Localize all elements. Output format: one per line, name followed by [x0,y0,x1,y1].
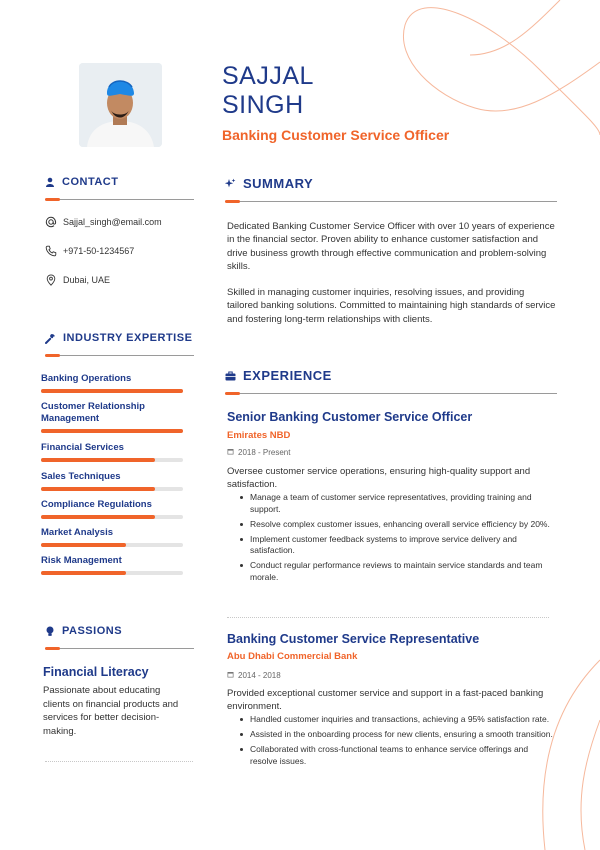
job-title: Senior Banking Customer Service Officer [227,410,473,424]
expertise-heading: INDUSTRY EXPERTISE [45,332,192,344]
experience-divider [225,393,557,394]
company-name: Emirates NBD [227,430,291,441]
skill-bar [41,429,183,433]
skill-level [41,458,155,462]
skill-label: Financial Services [41,442,124,453]
skill-bar [41,458,183,462]
job-dates: 2018 - Present [227,448,290,457]
list-item: Collaborated with cross-functional teams to enhance service offerings and resolve issues. [237,744,555,767]
list-item: Handled customer inquiries and transactions, achieving a 95% satisfaction rate. [237,714,555,726]
skill-level [41,543,126,547]
candidate-title: Banking Customer Service Officer [222,127,450,143]
list-item: Conduct regular performance reviews to maintain service standards and team morale. [237,560,555,583]
summary-divider [225,201,557,202]
job-dates: 2014 - 2018 [227,671,281,680]
skill-level [41,487,155,491]
skill-item [41,555,183,575]
company-name: Abu Dhabi Commercial Bank [227,651,358,662]
list-item: Implement customer feedback systems to improve service delivery and satisfaction. [237,534,555,557]
skill-label: Market Analysis [41,527,113,538]
calendar-icon [227,448,234,457]
phone-icon [45,245,57,257]
job-title: Banking Customer Service Representative [227,632,480,646]
job-bullets [237,714,555,771]
contact-divider [45,199,194,200]
job-description: Oversee customer service operations, ensuring high-quality support and satisfaction. [227,466,531,490]
skill-item [41,471,183,491]
lightbulb-icon [45,626,55,637]
passion-title: Financial Literacy [43,665,149,679]
candidate-name: SAJJAL SINGH [222,62,314,119]
skill-level [41,515,155,519]
list-item: Resolve complex customer issues, enhancing overall service efficiency by 20%. [237,519,555,531]
skill-level [41,389,183,393]
passions-heading: PASSIONS [45,625,122,637]
skill-label: Customer Relationship Management [41,401,145,424]
experience-heading: EXPERIENCE [225,368,332,383]
passion-description: Passionate about educating clients on financial products and services for better decision-making. [43,685,179,737]
passions-divider [45,648,194,649]
job-separator [227,617,549,618]
contact-phone[interactable]: +971-50-1234567 [45,245,134,257]
briefcase-icon [225,371,236,381]
skill-label: Banking Operations [41,373,132,384]
skill-label: Risk Management [41,555,122,566]
summary-heading: SUMMARY [225,176,313,191]
skill-bar [41,515,183,519]
list-item: Manage a team of customer service representatives, providing training and support. [237,492,555,515]
contact-email[interactable]: Sajjal_singh@email.com [45,216,162,228]
skill-level [41,429,183,433]
summary-paragraph: Skilled in managing customer inquiries, resolving issues, and providing tailored banking solutions. Committed to maintaining high standards of service and fostering long-term relationships with clients. [227,287,556,325]
skill-level [41,571,126,575]
contact-heading: CONTACT [45,176,118,188]
user-icon [45,177,55,187]
skill-label: Sales Techniques [41,471,121,482]
summary-paragraph: Dedicated Banking Customer Service Officer with over 10 years of experience in the financial sector. Proven ability to enhance customer satisfaction and drive business growth through effective communication and problem-solving skills. [227,221,555,273]
location-pin-icon [45,274,57,286]
at-icon [45,216,57,228]
passion-separator [45,761,193,762]
skill-bar [41,571,183,575]
calendar-icon [227,671,234,680]
skill-item [41,442,183,462]
skill-bar [41,543,183,547]
skill-label: Compliance Regulations [41,499,152,510]
skill-item [41,401,183,433]
job-description: Provided exceptional customer service and support in a fast-paced banking environment. [227,688,544,712]
expertise-divider [45,355,194,356]
skill-item [41,373,183,393]
sparkle-icon [225,178,236,189]
list-item: Assisted in the onboarding process for new clients, ensuring a smooth transition. [237,729,555,741]
job-bullets [237,492,555,587]
skill-item [41,499,183,519]
skill-bar [41,487,183,491]
skill-item [41,527,183,547]
wrench-icon [45,333,56,344]
profile-photo [79,63,162,147]
skill-bar [41,389,183,393]
contact-location: Dubai, UAE [45,274,110,286]
